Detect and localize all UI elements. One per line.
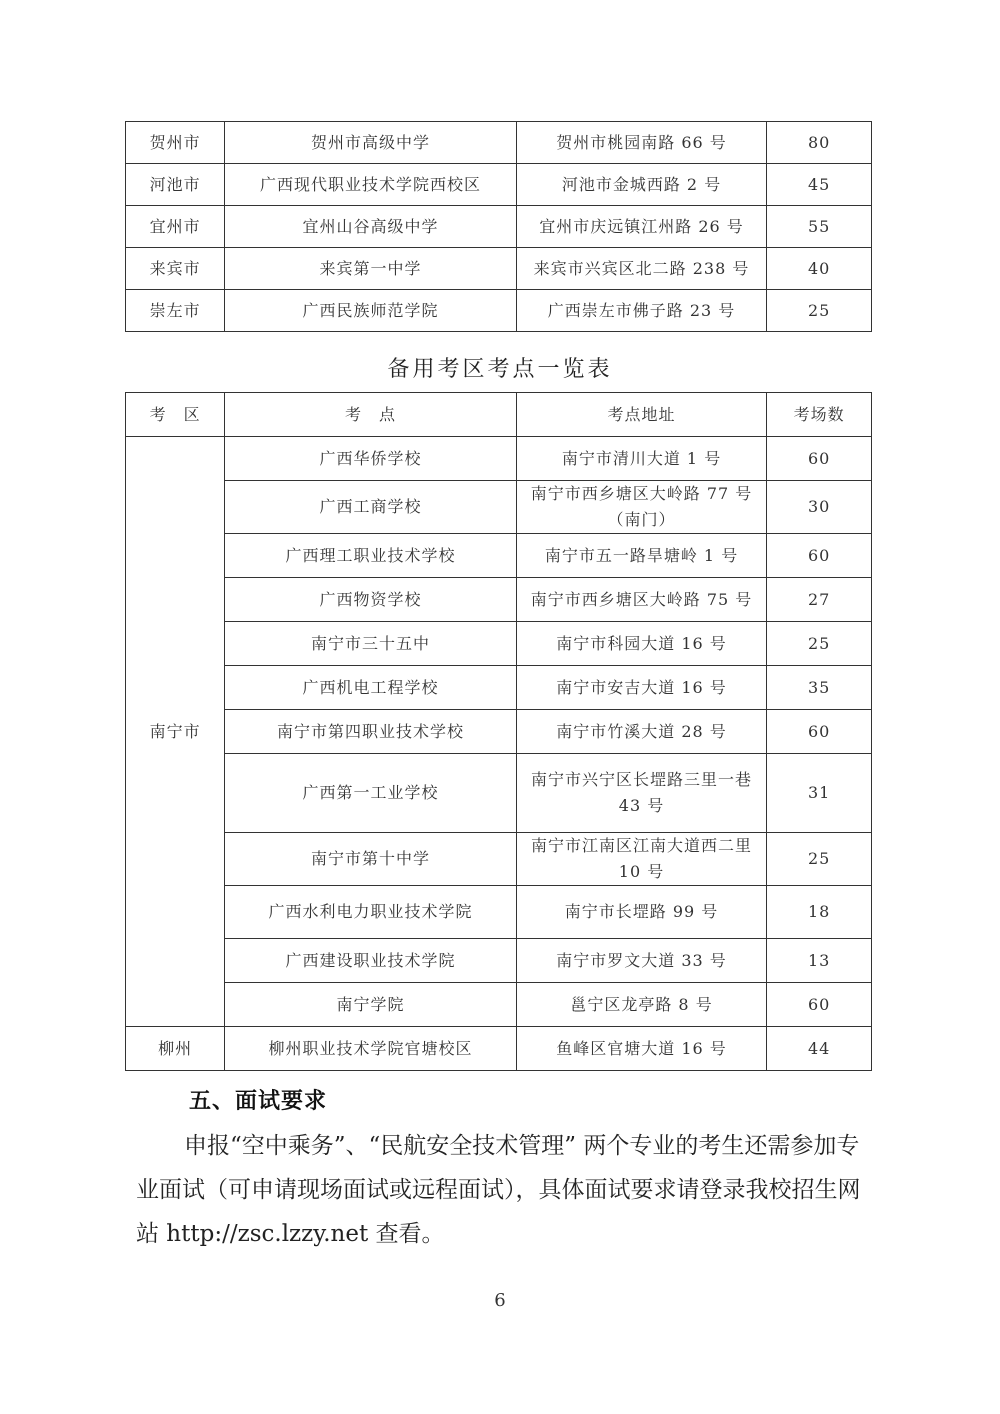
address-cell: 贺州市桃园南路 66 号 <box>516 122 766 164</box>
rooms-cell: 60 <box>767 437 872 481</box>
table-row <box>126 578 872 622</box>
table-row <box>126 481 872 534</box>
rooms-cell: 44 <box>767 1027 872 1071</box>
rooms-cell: 55 <box>767 206 872 248</box>
address-cell: 来宾市兴宾区北二路 238 号 <box>516 248 766 290</box>
address-cell: 河池市金城西路 2 号 <box>516 164 766 206</box>
interview-paragraph <box>136 1124 876 1256</box>
address-cell: 南宁市西乡塘区大岭路 77 号（南门） <box>516 481 766 534</box>
address-cell: 邕宁区龙亭路 8 号 <box>516 983 766 1027</box>
site-cell: 来宾第一中学 <box>225 248 516 290</box>
table-row <box>126 437 872 481</box>
rooms-cell: 60 <box>767 534 872 578</box>
address-cell: 南宁市科园大道 16 号 <box>516 622 766 666</box>
rooms-cell: 45 <box>767 164 872 206</box>
rooms-cell: 25 <box>767 833 872 886</box>
page-number: 6 <box>494 1290 506 1311</box>
address-cell: 南宁市安吉大道 16 号 <box>516 666 766 710</box>
address-cell: 南宁市五一路旱塘岭 1 号 <box>516 534 766 578</box>
table-row <box>126 833 872 886</box>
district-cell: 崇左市 <box>126 290 225 332</box>
district-cell-nanning: 南宁市 <box>126 437 225 1027</box>
district-cell: 宜州市 <box>126 206 225 248</box>
address-cell: 南宁市竹溪大道 28 号 <box>516 710 766 754</box>
rooms-cell: 25 <box>767 622 872 666</box>
address-cell: 南宁市清川大道 1 号 <box>516 437 766 481</box>
site-cell: 柳州职业技术学院官塘校区 <box>225 1027 516 1071</box>
site-cell: 南宁市第四职业技术学校 <box>225 710 516 754</box>
site-cell: 贺州市高级中学 <box>225 122 516 164</box>
backup-exam-site-table <box>125 392 872 1071</box>
site-cell: 广西物资学校 <box>225 578 516 622</box>
address-cell: 南宁市罗文大道 33 号 <box>516 939 766 983</box>
rooms-cell: 60 <box>767 710 872 754</box>
table-row <box>126 290 872 332</box>
header-rooms: 考场数 <box>767 393 872 437</box>
rooms-cell: 30 <box>767 481 872 534</box>
rooms-cell: 31 <box>767 754 872 833</box>
site-cell: 广西建设职业技术学院 <box>225 939 516 983</box>
table-row <box>126 122 872 164</box>
table-row <box>126 248 872 290</box>
site-cell: 广西民族师范学院 <box>225 290 516 332</box>
rooms-cell: 13 <box>767 939 872 983</box>
table-row <box>126 886 872 939</box>
table-row <box>126 164 872 206</box>
rooms-cell: 18 <box>767 886 872 939</box>
header-district: 考 区 <box>126 393 225 437</box>
district-cell: 河池市 <box>126 164 225 206</box>
site-cell: 宜州山谷高级中学 <box>225 206 516 248</box>
address-cell: 南宁市西乡塘区大岭路 75 号 <box>516 578 766 622</box>
site-cell: 广西第一工业学校 <box>225 754 516 833</box>
header-address: 考点地址 <box>516 393 766 437</box>
district-cell: 来宾市 <box>126 248 225 290</box>
table-row <box>126 754 872 833</box>
table-row <box>126 710 872 754</box>
address-cell: 南宁市长堽路 99 号 <box>516 886 766 939</box>
table-row <box>126 939 872 983</box>
rooms-cell: 80 <box>767 122 872 164</box>
table-row <box>126 206 872 248</box>
district-cell-liuzhou: 柳州 <box>126 1027 225 1071</box>
site-cell: 广西现代职业技术学院西校区 <box>225 164 516 206</box>
address-cell: 南宁市江南区江南大道西二里 10 号 <box>516 833 766 886</box>
site-cell: 广西理工职业技术学校 <box>225 534 516 578</box>
address-cell: 南宁市兴宁区长堽路三里一巷 43 号 <box>516 754 766 833</box>
table-row <box>126 1027 872 1071</box>
table-row <box>126 534 872 578</box>
site-cell: 广西华侨学校 <box>225 437 516 481</box>
table-row <box>126 666 872 710</box>
section-heading: 五、面试要求 <box>189 1089 328 1114</box>
site-cell: 广西机电工程学校 <box>225 666 516 710</box>
rooms-cell: 27 <box>767 578 872 622</box>
rooms-cell: 60 <box>767 983 872 1027</box>
address-cell: 广西崇左市佛子路 23 号 <box>516 290 766 332</box>
site-cell: 南宁市第十中学 <box>225 833 516 886</box>
header-site: 考 点 <box>225 393 516 437</box>
table-header-row <box>126 393 872 437</box>
address-cell: 鱼峰区官塘大道 16 号 <box>516 1027 766 1071</box>
site-cell: 南宁学院 <box>225 983 516 1027</box>
table-row <box>126 983 872 1027</box>
site-cell: 南宁市三十五中 <box>225 622 516 666</box>
paragraph-text: 申报“空中乘务”、“民航安全技术管理” 两个专业的考生还需参加专业面试（可申请现场面试或远程面试），具体面试要求请登录我校招生网站 http://zsc.lzzy.net 查看。 <box>136 1133 861 1247</box>
backup-table-title: 备用考区考点一览表 <box>387 357 613 382</box>
site-cell: 广西工商学校 <box>225 481 516 534</box>
rooms-cell: 35 <box>767 666 872 710</box>
site-cell: 广西水利电力职业技术学院 <box>225 886 516 939</box>
table-row <box>126 622 872 666</box>
address-cell: 宜州市庆远镇江州路 26 号 <box>516 206 766 248</box>
rooms-cell: 40 <box>767 248 872 290</box>
exam-site-table-continued <box>125 121 872 332</box>
district-cell: 贺州市 <box>126 122 225 164</box>
rooms-cell: 25 <box>767 290 872 332</box>
